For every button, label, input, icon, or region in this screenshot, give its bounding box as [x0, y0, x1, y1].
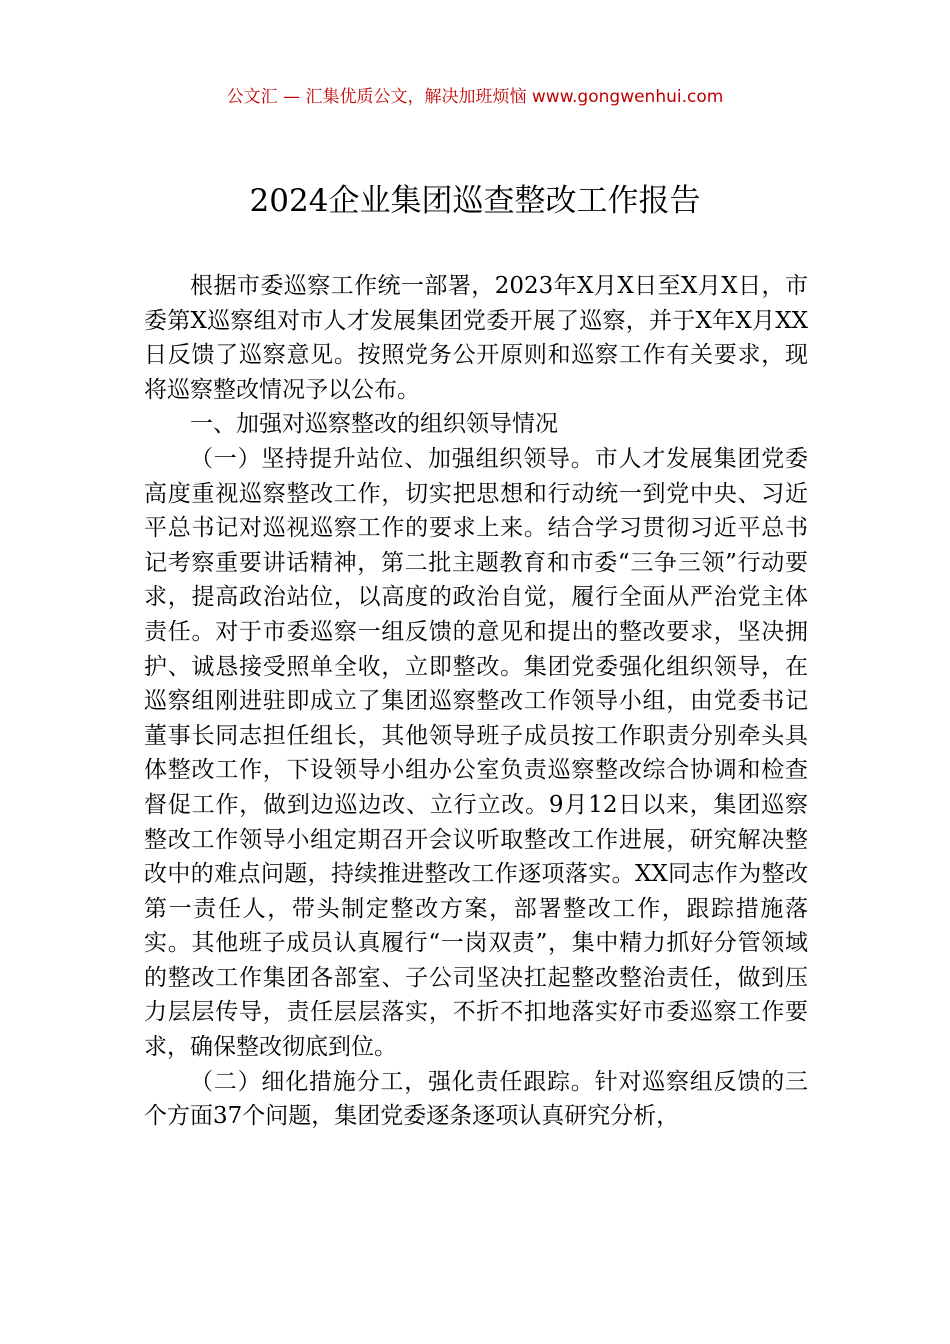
paragraph-subsection-1: （一）坚持提升站位、加强组织领导。市人才发展集团党委高度重视巡察整改工作，切实把思想和行动统一到党中央、习近平总书记对巡视巡察工作的要求上来。结合学习贯彻习近平总书记考察重要讲话精神，第二批主题教育和市委“三争三领”行动要求，提高政治站位，以高度的政治自觉，履行全面从严治党主体责任。对于市委巡察一组反馈的意见和提出的整改要求，坚决拥护、诚恳接受照单全收，立即整改。集团党委强化组织领导，在巡察组刚进驻即成立了集团巡察整改工作领导小组，由党委书记董事长同志担任组长，其他领导班子成员按工作职责分别牵头具体整改工作，下设领导小组办公室负责巡察整改综合协调和检查督促工作，做到边巡边改、立行立改。9月12日以来，集团巡察整改工作领导小组定期召开会议听取整改工作进展，研究解决整改中的难点问题，持续推进整改工作逐项落实。XX同志作为整改第一责任人，带头制定整改方案，部署整改工作，跟踪措施落实。其他班子成员认真履行“一岗双责”，集中精力抓好分管领域的整改工作集团各部室、子公司坚决扛起整改整治责任，做到压力层层传导，责任层层落实，不折不扣地落实好市委巡察工作要求，确保整改彻底到位。	[144, 445, 808, 1061]
paragraph-subsection-2: （二）细化措施分工，强化责任跟踪。针对巡察组反馈的三个方面37个问题，集团党委逐条逐项认真研究分析，	[144, 1068, 808, 1130]
document-body	[144, 269, 808, 1134]
document-title: 2024企业集团巡查整改工作报告	[249, 183, 701, 219]
section-heading-1: 一、加强对巡察整改的组织领导情况	[190, 411, 558, 438]
watermark-header: 公文汇 — 汇集优质公文，解决加班烦恼 www.gongwenhui.com	[226, 87, 724, 107]
paragraph-intro: 根据市委巡察工作统一部署，2023年X月X日至X月X日，市委第X巡察组对市人才发展集团党委开展了巡察，并于X年X月XX日反馈了巡察意见。按照党务公开原则和巡察工作有关要求，现将巡察整改情况予以公布。	[144, 273, 808, 403]
